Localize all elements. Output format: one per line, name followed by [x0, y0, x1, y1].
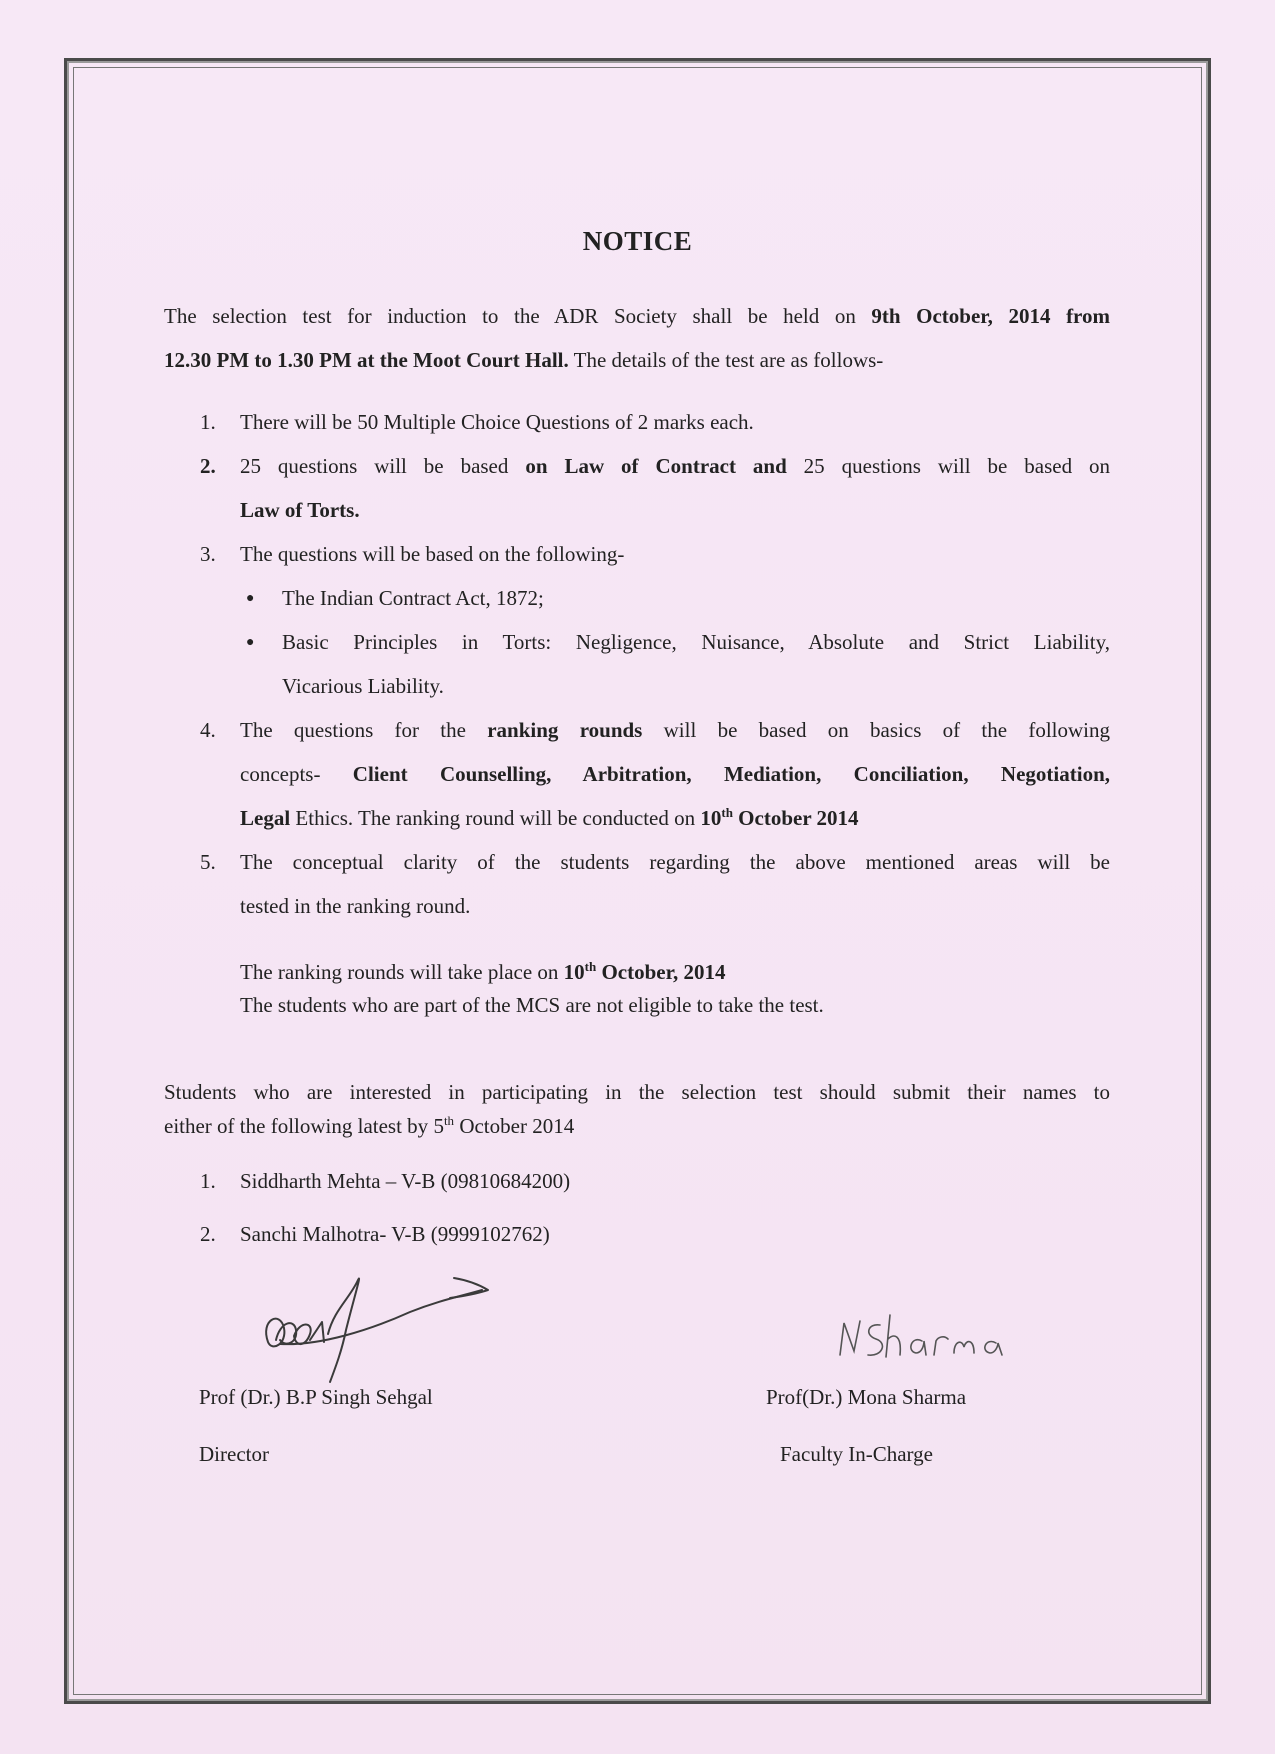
contact-item: Sanchi Malhotra- V-B (9999102762) [240, 1222, 550, 1246]
notice-title: NOTICE [582, 226, 693, 256]
item-number: 1. [200, 410, 216, 434]
faculty-role: Faculty In-Charge [780, 1442, 933, 1466]
list-item: The questions will be based on the following- [240, 542, 625, 566]
list-item: The conceptual clarity of the students regarding the above mentioned areas will be tested in the ranking round. [240, 850, 1110, 918]
bullet-item: The Indian Contract Act, 1872; [282, 586, 544, 610]
item-number: 3. [200, 542, 216, 566]
intro-paragraph: The selection test for induction to the ADR Society shall be held on 9th October, 2014 from 12.30 PM to 1.30 PM at the Moot Court Hall. The details of the test are as follows- [164, 304, 1110, 372]
faculty-signature [830, 1305, 1030, 1375]
director-signature [250, 1270, 510, 1400]
list-item: 25 questions will be based on Law of Contract and 25 questions will be based on Law of Torts. [240, 454, 1111, 522]
bullet-icon: ● [246, 591, 255, 606]
contact-number: 2. [200, 1222, 216, 1246]
contact-number: 1. [200, 1169, 216, 1193]
director-name: Prof (Dr.) B.P Singh Sehgal [199, 1385, 433, 1409]
list-item: The questions for the ranking rounds will be based on basics of the following concepts- Client Counselling, Arbitration, Mediation, Conciliation, Negotiation, Legal Ethics. The ranking round will be conducted on 10th October 2014 [240, 718, 1110, 830]
list-item: There will be 50 Multiple Choice Questions of 2 marks each. [240, 410, 754, 434]
faculty-name: Prof(Dr.) Mona Sharma [766, 1385, 967, 1409]
mcs-note: The students who are part of the MCS are not eligible to take the test. [240, 993, 824, 1017]
contact-item: Siddharth Mehta – V-B (09810684200) [240, 1169, 571, 1193]
bullet-icon: ● [246, 635, 255, 650]
ranking-note: The ranking rounds will take place on 10th October, 2014 [240, 959, 726, 984]
item-number: 4. [200, 718, 216, 742]
bullet-item: Basic Principles in Torts: Negligence, Nuisance, Absolute and Strict Liability, Vicarious Liability. [282, 630, 1110, 698]
submission-paragraph: Students who are interested in participating in the selection test should submit their names to either of the following latest by 5th October 2014 [164, 1080, 1110, 1138]
item-number: 5. [200, 850, 216, 874]
director-role: Director [199, 1442, 269, 1466]
item-number: 2. [200, 454, 216, 478]
